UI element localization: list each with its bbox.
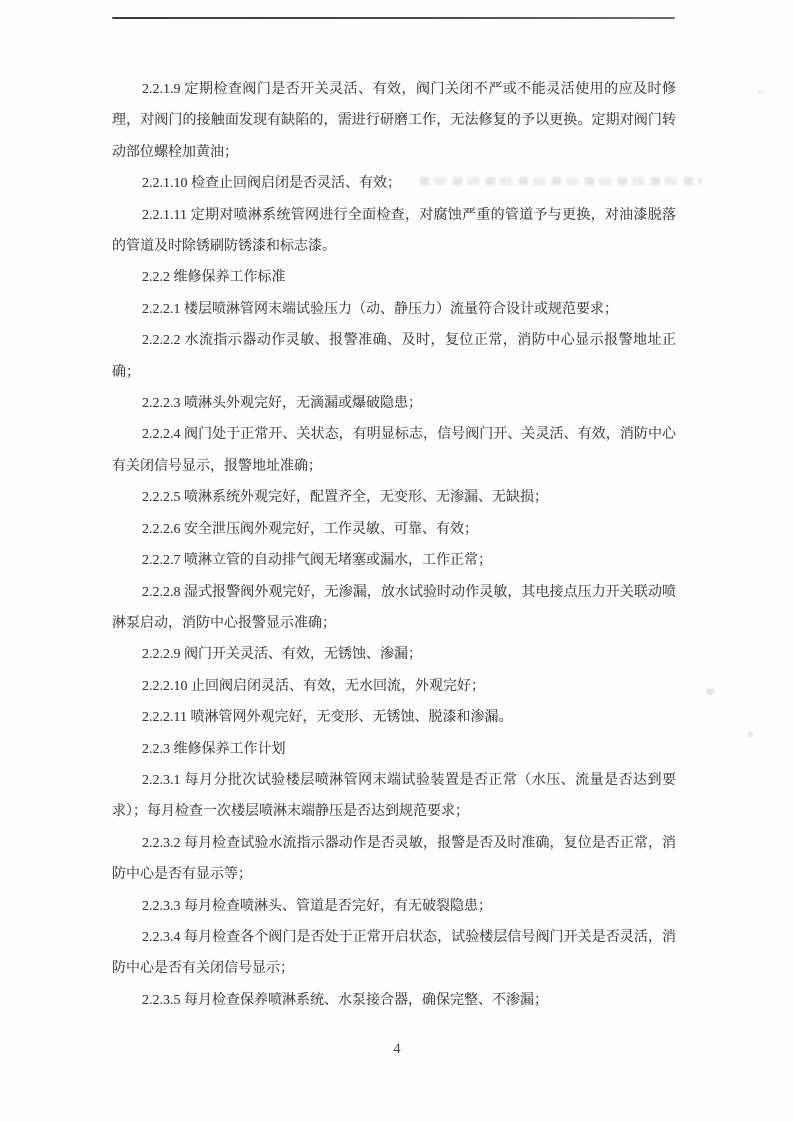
page-number: 4 xyxy=(393,1041,401,1057)
scan-speck xyxy=(747,731,753,737)
doc-paragraph: 2.2.2.7 喷淋立管的自动排气阀无堵塞或漏水，工作正常； xyxy=(142,553,492,569)
scan-speck xyxy=(757,90,764,94)
doc-paragraph: 2.2.2.9 阀门开关灵活、有效，无锈蚀、渗漏； xyxy=(142,647,422,663)
doc-paragraph: 2.2.3.1 每月分批次试验楼层喷淋管网末端试验装置是否正常（水压、流量是否达到要求）；每月检查一次楼层喷淋末端静压是否达到规范要求； xyxy=(112,772,676,820)
doc-paragraph: 2.2.3 维修保养工作计划 xyxy=(142,741,286,757)
doc-paragraph: 2.2.2 维修保养工作标准 xyxy=(142,270,286,286)
doc-paragraph: 2.2.1.9 定期检查阀门是否开关灵活、有效，阀门关闭不严或不能灵活使用的应及时修理，对阀门的接触面发现有缺陷的，需进行研磨工作，无法修复的予以更换。定期对阀门转动部位螺栓加黄油； xyxy=(112,82,676,160)
doc-paragraph: 2.2.2.1 楼层喷淋管网末端试验压力（动、静压力）流量符合设计或规范要求； xyxy=(142,301,618,317)
doc-paragraph: 2.2.1.11 定期对喷淋系统管网进行全面检查，对腐蚀严重的管道予与更换，对油漆脱落的管道及时除锈刷防锈漆和标志漆。 xyxy=(112,207,676,255)
doc-paragraph: 2.2.1.10 检查止回阀启闭是否灵活、有效； xyxy=(142,176,401,192)
document-body xyxy=(112,74,676,1016)
header-rule xyxy=(112,17,675,19)
scan-speck xyxy=(706,688,714,695)
doc-paragraph: 2.2.2.3 喷淋头外观完好，无滴漏或爆破隐患； xyxy=(142,396,422,412)
doc-paragraph: 2.2.2.11 喷淋管网外观完好，无变形、无锈蚀、脱漆和渗漏。 xyxy=(142,710,513,726)
doc-paragraph: 2.2.3.3 每月检查喷淋头、管道是否完好，有无破裂隐患； xyxy=(142,898,492,914)
doc-paragraph: 2.2.3.2 每月检查试验水流指示器动作是否灵敏，报警是否及时准确，复位是否正常，消防中心是否有显示等； xyxy=(112,835,676,883)
doc-paragraph: 2.2.2.4 阀门处于正常开、关状态，有明显标志，信号阀门开、关灵活、有效，消防中心有关闭信号显示，报警地址准确； xyxy=(112,427,676,474)
doc-paragraph: 2.2.2.2 水流指示器动作灵敏、报警准确、及时，复位正常，消防中心显示报警地址正确； xyxy=(112,333,676,380)
doc-paragraph: 2.2.2.6 安全泄压阀外观完好，工作灵敏、可靠、有效； xyxy=(142,521,478,537)
doc-paragraph: 2.2.2.10 止回阀启闭灵活、有效，无水回流，外观完好； xyxy=(142,678,485,694)
doc-paragraph: 2.2.2.8 湿式报警阀外观完好，无渗漏，放水试验时动作灵敏，其电接点压力开关联动喷淋泵启动，消防中心报警显示准确； xyxy=(112,584,676,631)
doc-paragraph: 2.2.3.4 每月检查各个阀门是否处于正常开启状态，试验楼层信号阀门开关是否灵活，消防中心是否有关闭信号显示； xyxy=(112,929,676,977)
doc-paragraph: 2.2.3.5 每月检查保养喷淋系统、水泵接合器，确保完整、不渗漏； xyxy=(142,992,548,1008)
doc-paragraph: 2.2.2.5 喷淋系统外观完好，配置齐全，无变形、无渗漏、无缺损； xyxy=(142,490,548,506)
